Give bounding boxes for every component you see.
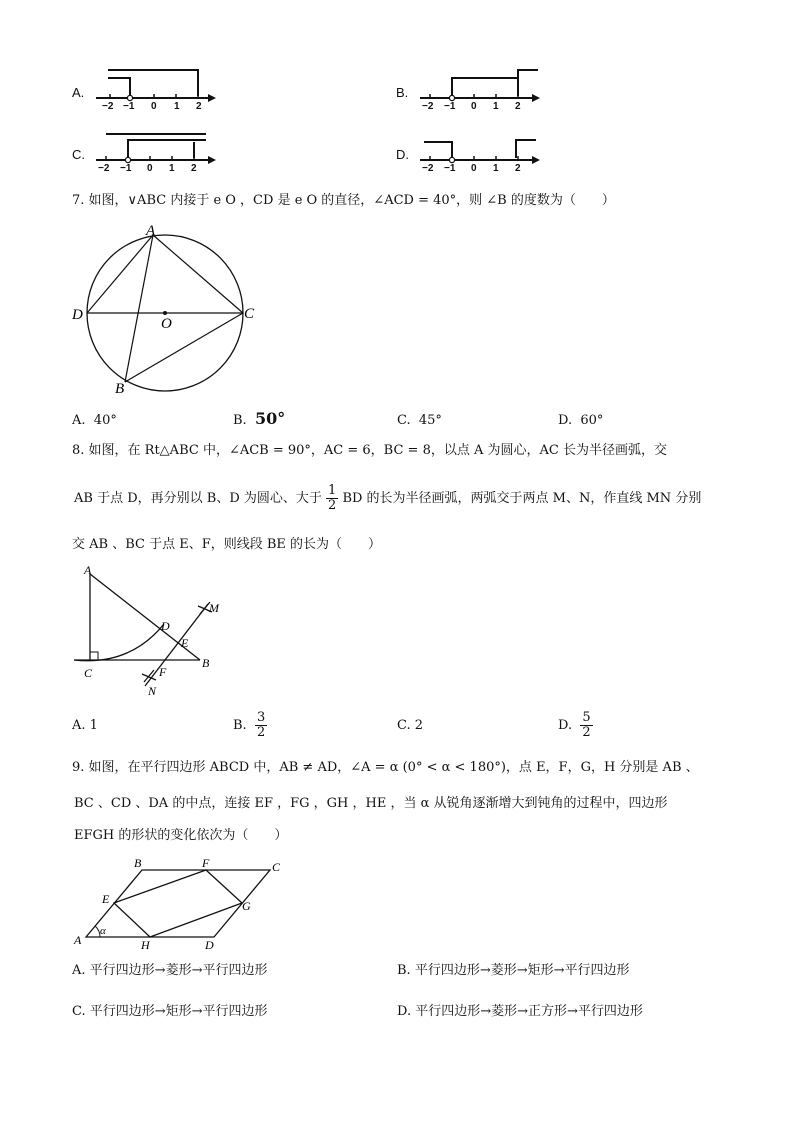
label-e: E — [181, 636, 189, 650]
option-letter: C. — [397, 413, 411, 428]
option-letter: B. — [397, 963, 411, 978]
fraction-numerator: 1 — [328, 483, 337, 498]
label-g: G — [242, 899, 251, 913]
label-alpha: α — [100, 925, 106, 937]
option-text: 1 — [89, 718, 98, 733]
q7-option-d — [558, 412, 603, 430]
option-letter: B. — [233, 718, 247, 733]
label-e: E — [102, 892, 110, 906]
tick-label: −1 — [444, 163, 456, 174]
q8-line2-part-b: BD 的长为半径画弧，两弧交于两点 M、N，作直线 MN 分别 — [342, 491, 702, 506]
arc-cd — [74, 624, 164, 661]
option-text: 平行四边形→菱形→矩形→平行四边形 — [414, 963, 630, 978]
q9-line3: EFGH 的形状的变化依次为（ ） — [74, 828, 288, 843]
q9-option-a — [72, 962, 267, 980]
q8-option-d — [558, 706, 593, 746]
option-letter: B. — [233, 413, 247, 428]
option-letter: A. — [72, 963, 86, 978]
tick-label: 2 — [191, 163, 197, 174]
segment-bc — [125, 313, 243, 382]
q9-parallelogram-figure — [70, 852, 300, 962]
option-letter: A. — [72, 718, 86, 733]
q8-line1: 8. 如图，在 Rt△ABC 中，∠ACB = 90°，AC = 6，BC = 8，以点 A 为圆心，AC 长为半径画弧，交 — [72, 443, 667, 458]
tick-label: −2 — [422, 163, 434, 174]
option-text: 2 — [414, 718, 424, 733]
option-text: 45° — [418, 413, 442, 428]
tick-label: 0 — [147, 163, 153, 174]
segment-ab — [125, 235, 153, 382]
q7-stem: 7. 如图，∨ABC 内接于 e O ，CD 是 e O 的直径，∠ACD = 40°，则 ∠B 的度数为（ ） — [72, 193, 615, 208]
q9-line1: 9. 如图，在平行四边形 ABCD 中，AB ≠ AD，∠A = α (0° < α < 180°)，点 E，F，G，H 分别是 AB 、 — [72, 760, 699, 775]
option-text: 平行四边形→菱形→平行四边形 — [89, 963, 268, 978]
label-d: D — [72, 307, 83, 323]
q9-line2: BC 、CD 、DA 的中点，连接 EF ，FG ，GH ，HE ，当 α 从锐角逐渐增大到钝角的过程中，四边形 — [74, 796, 668, 811]
tick-label: 1 — [174, 101, 180, 112]
option-fraction — [255, 711, 267, 740]
option-letter: D. — [558, 413, 573, 428]
option-text: 50° — [254, 409, 286, 428]
label-a: A — [146, 223, 156, 239]
q8-fraction — [326, 484, 338, 513]
label-c: C — [272, 860, 281, 874]
option-text: 平行四边形→矩形→平行四边形 — [89, 1004, 268, 1019]
tick-label: 1 — [493, 163, 499, 174]
label-f: F — [159, 665, 167, 679]
fraction-denominator: 2 — [328, 498, 337, 513]
label-f: F — [202, 856, 210, 870]
q7-option-c — [397, 412, 442, 430]
label-n: N — [148, 684, 157, 698]
option-letter: C. — [72, 1004, 86, 1019]
number-line-a-ticks — [98, 101, 218, 115]
label-c: C — [244, 306, 255, 322]
option-text: 40° — [93, 413, 117, 428]
q8-option-b — [233, 706, 267, 746]
tick-label: −2 — [102, 101, 114, 112]
label-b: B — [202, 656, 210, 670]
label-b: B — [134, 856, 142, 870]
tick-label: 2 — [515, 101, 521, 112]
option-letter: C. — [397, 718, 411, 733]
tick-label: 0 — [471, 163, 477, 174]
number-line-d-ticks — [420, 163, 540, 177]
fraction-denominator: 2 — [256, 725, 266, 740]
label-m: M — [209, 601, 219, 615]
option-letter-c: C. — [72, 147, 85, 162]
tick-label: −1 — [120, 163, 132, 174]
label-b: B — [115, 381, 125, 397]
fraction-numerator: 5 — [582, 710, 591, 725]
label-d: D — [205, 938, 214, 952]
option-fraction — [580, 711, 592, 740]
segment-ac — [153, 235, 243, 313]
label-c: C — [84, 666, 93, 680]
line-mn — [145, 604, 208, 686]
tick-label: 0 — [471, 101, 477, 112]
option-letter: D. — [397, 1004, 412, 1019]
tick-label: −1 — [123, 101, 135, 112]
label-o: O — [161, 316, 172, 332]
number-line-b-ticks — [420, 101, 540, 115]
number-line-c-ticks — [96, 163, 216, 177]
tick-label: 1 — [493, 101, 499, 112]
fraction-denominator: 2 — [582, 725, 591, 740]
label-h: H — [141, 938, 150, 952]
right-angle-mark — [90, 652, 98, 660]
option-text: 平行四边形→菱形→正方形→平行四边形 — [415, 1004, 643, 1019]
q8-option-c — [397, 717, 423, 735]
q8-line3: 交 AB 、BC 于点 E、F，则线段 BE 的长为（ ） — [72, 537, 382, 552]
tick-label: 2 — [515, 163, 521, 174]
q8-option-a — [72, 717, 98, 735]
tick-label: −2 — [98, 163, 110, 174]
q9-option-c — [72, 1003, 268, 1021]
label-a: A — [84, 563, 92, 577]
fraction-numerator: 3 — [256, 710, 266, 725]
q8-triangle-figure — [70, 562, 240, 702]
tick-label: −1 — [444, 101, 456, 112]
label-d: D — [161, 619, 170, 633]
option-letter: A. — [72, 413, 86, 428]
q8-line2 — [74, 480, 701, 518]
q8-line2-part-a: AB 于点 D，再分别以 B、D 为圆心、大于 — [74, 491, 322, 506]
tick-label: 1 — [169, 163, 175, 174]
tick-label: 0 — [151, 101, 157, 112]
center-o — [163, 311, 167, 315]
tick-label: 2 — [196, 101, 202, 112]
q9-option-b — [397, 962, 630, 980]
tick-label: −2 — [422, 101, 434, 112]
option-letter-d: D. — [396, 147, 409, 162]
q7-circle-figure — [70, 222, 270, 402]
option-letter: D. — [558, 718, 573, 733]
option-letter-b: B. — [396, 85, 409, 100]
q7-option-b — [233, 410, 285, 430]
label-a: A — [74, 933, 82, 947]
q7-option-a — [72, 412, 117, 430]
option-letter-a: A. — [72, 85, 85, 100]
q9-option-d — [397, 1003, 643, 1021]
option-text: 60° — [580, 413, 604, 428]
